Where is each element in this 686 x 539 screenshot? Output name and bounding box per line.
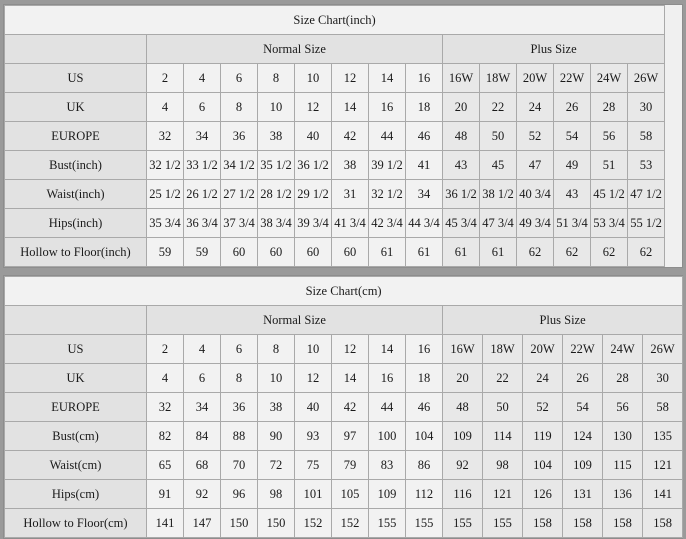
cell: 14 <box>332 93 369 122</box>
cell: 53 3/4 <box>591 209 628 238</box>
cell: 20 <box>443 364 483 393</box>
cell: 36 1/2 <box>443 180 480 209</box>
table-row <box>5 180 686 209</box>
corner-cell <box>5 306 147 335</box>
cell: 12 <box>332 335 369 364</box>
cell: 44 <box>369 122 406 151</box>
cell: 10 <box>295 64 332 93</box>
cell: 83 <box>369 451 406 480</box>
table-row <box>5 93 686 122</box>
cell: 26 <box>563 364 603 393</box>
cell: 114 <box>483 422 523 451</box>
cell: 50 <box>480 122 517 151</box>
cell: 92 <box>443 451 483 480</box>
cell: 105 <box>332 480 369 509</box>
cell: 18 <box>406 93 443 122</box>
cell: 8 <box>221 364 258 393</box>
cell: 14 <box>369 335 406 364</box>
table-row <box>5 209 686 238</box>
cell: 37 3/4 <box>221 209 258 238</box>
cell: 158 <box>603 509 643 538</box>
table-row <box>5 238 686 267</box>
cell: 61 <box>480 238 517 267</box>
cell: 109 <box>443 422 483 451</box>
cell: 4 <box>147 93 184 122</box>
row-label: EUROPE <box>5 393 147 422</box>
cell: 98 <box>258 480 295 509</box>
cell: 10 <box>258 364 295 393</box>
cell: 121 <box>483 480 523 509</box>
cell: 116 <box>443 480 483 509</box>
cell: 38 3/4 <box>258 209 295 238</box>
cell: 50 <box>483 393 523 422</box>
cell: 24 <box>523 364 563 393</box>
cell: 47 3/4 <box>480 209 517 238</box>
cell: 2 <box>147 335 184 364</box>
chart-title: Size Chart(cm) <box>5 277 683 306</box>
cell: 22 <box>480 93 517 122</box>
cell: 72 <box>258 451 295 480</box>
cell: 10 <box>258 93 295 122</box>
cell: 28 1/2 <box>258 180 295 209</box>
group-header-row <box>5 306 683 335</box>
cell: 6 <box>221 335 258 364</box>
cell: 8 <box>258 64 295 93</box>
cell: 55 1/2 <box>628 209 665 238</box>
cell: 6 <box>221 64 258 93</box>
cell: 48 <box>443 122 480 151</box>
cell: 39 1/2 <box>369 151 406 180</box>
table-row <box>5 364 683 393</box>
cell: 8 <box>221 93 258 122</box>
cell: 115 <box>603 451 643 480</box>
cell: 34 <box>406 180 443 209</box>
cell: 35 1/2 <box>258 151 295 180</box>
cell: 12 <box>295 364 332 393</box>
table-row <box>5 451 683 480</box>
cell: 56 <box>603 393 643 422</box>
cell: 112 <box>406 480 443 509</box>
cell: 84 <box>184 422 221 451</box>
cell: 56 <box>591 122 628 151</box>
cell: 32 1/2 <box>369 180 406 209</box>
cell: 45 1/2 <box>591 180 628 209</box>
cell: 141 <box>147 509 184 538</box>
cell: 40 <box>295 393 332 422</box>
cell: 121 <box>643 451 683 480</box>
cell: 4 <box>184 335 221 364</box>
cell: 90 <box>258 422 295 451</box>
cell: 46 <box>406 393 443 422</box>
cell: 16 <box>369 364 406 393</box>
cell: 46 <box>406 122 443 151</box>
cell: 52 <box>517 122 554 151</box>
cell: 41 <box>406 151 443 180</box>
cell: 26W <box>643 335 683 364</box>
row-label: Waist(cm) <box>5 451 147 480</box>
row-label: US <box>5 64 147 93</box>
cell: 39 3/4 <box>295 209 332 238</box>
cell: 147 <box>184 509 221 538</box>
cell: 2 <box>147 64 184 93</box>
cell: 96 <box>221 480 258 509</box>
cell: 100 <box>369 422 406 451</box>
cell: 88 <box>221 422 258 451</box>
cell: 30 <box>628 93 665 122</box>
cell: 4 <box>184 64 221 93</box>
cell: 25 1/2 <box>147 180 184 209</box>
cell: 22 <box>483 364 523 393</box>
row-label: US <box>5 335 147 364</box>
cell: 58 <box>628 122 665 151</box>
row-label: UK <box>5 364 147 393</box>
cell: 47 1/2 <box>628 180 665 209</box>
chart-title: Size Chart(inch) <box>5 6 665 35</box>
cell: 59 <box>147 238 184 267</box>
cell: 62 <box>554 238 591 267</box>
table-row <box>5 64 686 93</box>
group-plus-size: Plus Size <box>443 306 683 335</box>
cell: 53 <box>628 151 665 180</box>
cell: 61 <box>406 238 443 267</box>
cell: 12 <box>295 93 332 122</box>
cell: 24 <box>517 93 554 122</box>
cell: 119 <box>523 422 563 451</box>
cell: 38 <box>258 122 295 151</box>
cell: 42 <box>332 393 369 422</box>
row-label: Hollow to Floor(cm) <box>5 509 147 538</box>
cell: 6 <box>184 364 221 393</box>
table-row <box>5 480 683 509</box>
row-label: Bust(inch) <box>5 151 147 180</box>
cell: 24W <box>603 335 643 364</box>
row-label: Hips(inch) <box>5 209 147 238</box>
cell: 34 <box>184 393 221 422</box>
cell: 4 <box>147 364 184 393</box>
cell: 38 <box>332 151 369 180</box>
row-label: UK <box>5 93 147 122</box>
cell: 48 <box>443 393 483 422</box>
cell: 26W <box>628 64 665 93</box>
cell: 104 <box>406 422 443 451</box>
cell: 22W <box>554 64 591 93</box>
size-chart-inch <box>3 4 683 268</box>
cell: 8 <box>258 335 295 364</box>
cell: 49 <box>554 151 591 180</box>
row-label: Hollow to Floor(inch) <box>5 238 147 267</box>
group-normal-size: Normal Size <box>147 35 443 64</box>
cell: 104 <box>523 451 563 480</box>
group-header-row <box>5 35 686 64</box>
cell: 109 <box>563 451 603 480</box>
corner-cell <box>5 35 147 64</box>
cell: 41 3/4 <box>332 209 369 238</box>
cell: 44 <box>369 393 406 422</box>
cell: 27 1/2 <box>221 180 258 209</box>
row-label: Bust(cm) <box>5 422 147 451</box>
size-chart-cm <box>3 275 683 539</box>
cell: 130 <box>603 422 643 451</box>
cell: 6 <box>184 93 221 122</box>
cell: 152 <box>332 509 369 538</box>
cell: 75 <box>295 451 332 480</box>
cell: 86 <box>406 451 443 480</box>
cell: 60 <box>258 238 295 267</box>
cell: 109 <box>369 480 406 509</box>
cell: 60 <box>221 238 258 267</box>
cell: 12 <box>332 64 369 93</box>
table-row <box>5 122 686 151</box>
cell: 28 <box>603 364 643 393</box>
cell: 155 <box>406 509 443 538</box>
cell: 35 3/4 <box>147 209 184 238</box>
cell: 79 <box>332 451 369 480</box>
cell: 152 <box>295 509 332 538</box>
cell: 45 <box>480 151 517 180</box>
cell: 29 1/2 <box>295 180 332 209</box>
cell: 155 <box>369 509 406 538</box>
cell: 150 <box>221 509 258 538</box>
cell: 22W <box>563 335 603 364</box>
cell: 62 <box>517 238 554 267</box>
table-row <box>5 335 683 364</box>
row-label: Hips(cm) <box>5 480 147 509</box>
cell: 40 <box>295 122 332 151</box>
cell: 61 <box>369 238 406 267</box>
cell: 38 <box>258 393 295 422</box>
table-row <box>5 422 683 451</box>
table-row <box>5 393 683 422</box>
cell: 155 <box>443 509 483 538</box>
row-label: Waist(inch) <box>5 180 147 209</box>
cell: 150 <box>258 509 295 538</box>
cell: 18W <box>480 64 517 93</box>
cell: 135 <box>643 422 683 451</box>
cell: 52 <box>523 393 563 422</box>
size-chart-inch-table <box>4 5 686 267</box>
cell: 126 <box>523 480 563 509</box>
cell: 44 3/4 <box>406 209 443 238</box>
cell: 32 <box>147 393 184 422</box>
cell: 20 <box>443 93 480 122</box>
cell: 101 <box>295 480 332 509</box>
cell: 16 <box>406 335 443 364</box>
cell: 60 <box>332 238 369 267</box>
cell: 16W <box>443 335 483 364</box>
cell: 40 3/4 <box>517 180 554 209</box>
table-row <box>5 151 686 180</box>
cell: 141 <box>643 480 683 509</box>
cell: 31 <box>332 180 369 209</box>
cell: 158 <box>523 509 563 538</box>
cell: 155 <box>483 509 523 538</box>
cell: 45 3/4 <box>443 209 480 238</box>
cell: 131 <box>563 480 603 509</box>
cell: 61 <box>443 238 480 267</box>
cell: 92 <box>184 480 221 509</box>
cell: 51 3/4 <box>554 209 591 238</box>
cell: 30 <box>643 364 683 393</box>
cell: 20W <box>523 335 563 364</box>
cell: 26 1/2 <box>184 180 221 209</box>
cell: 36 3/4 <box>184 209 221 238</box>
group-plus-size: Plus Size <box>443 35 665 64</box>
cell: 82 <box>147 422 184 451</box>
cell: 98 <box>483 451 523 480</box>
cell: 14 <box>369 64 406 93</box>
cell: 38 1/2 <box>480 180 517 209</box>
cell: 34 1/2 <box>221 151 258 180</box>
chart-title-row <box>5 277 683 306</box>
cell: 136 <box>603 480 643 509</box>
cell: 54 <box>563 393 603 422</box>
cell: 51 <box>591 151 628 180</box>
group-normal-size: Normal Size <box>147 306 443 335</box>
cell: 54 <box>554 122 591 151</box>
cell: 97 <box>332 422 369 451</box>
table-row <box>5 509 683 538</box>
cell: 33 1/2 <box>184 151 221 180</box>
cell: 62 <box>628 238 665 267</box>
cell: 47 <box>517 151 554 180</box>
cell: 36 1/2 <box>295 151 332 180</box>
cell: 93 <box>295 422 332 451</box>
cell: 10 <box>295 335 332 364</box>
cell: 32 <box>147 122 184 151</box>
cell: 18 <box>406 364 443 393</box>
size-chart-cm-table <box>4 276 683 538</box>
cell: 43 <box>443 151 480 180</box>
cell: 14 <box>332 364 369 393</box>
cell: 68 <box>184 451 221 480</box>
cell: 16 <box>369 93 406 122</box>
cell: 20W <box>517 64 554 93</box>
cell: 28 <box>591 93 628 122</box>
cell: 65 <box>147 451 184 480</box>
cell: 158 <box>563 509 603 538</box>
cell: 24W <box>591 64 628 93</box>
cell: 36 <box>221 122 258 151</box>
cell: 16 <box>406 64 443 93</box>
cell: 26 <box>554 93 591 122</box>
cell: 49 3/4 <box>517 209 554 238</box>
chart-title-row <box>5 6 686 35</box>
cell: 158 <box>643 509 683 538</box>
cell: 32 1/2 <box>147 151 184 180</box>
cell: 34 <box>184 122 221 151</box>
cell: 16W <box>443 64 480 93</box>
cell: 42 3/4 <box>369 209 406 238</box>
cell: 62 <box>591 238 628 267</box>
row-label: EUROPE <box>5 122 147 151</box>
cell: 70 <box>221 451 258 480</box>
cell: 60 <box>295 238 332 267</box>
cell: 59 <box>184 238 221 267</box>
cell: 18W <box>483 335 523 364</box>
cell: 43 <box>554 180 591 209</box>
cell: 36 <box>221 393 258 422</box>
cell: 124 <box>563 422 603 451</box>
cell: 58 <box>643 393 683 422</box>
cell: 91 <box>147 480 184 509</box>
cell: 42 <box>332 122 369 151</box>
